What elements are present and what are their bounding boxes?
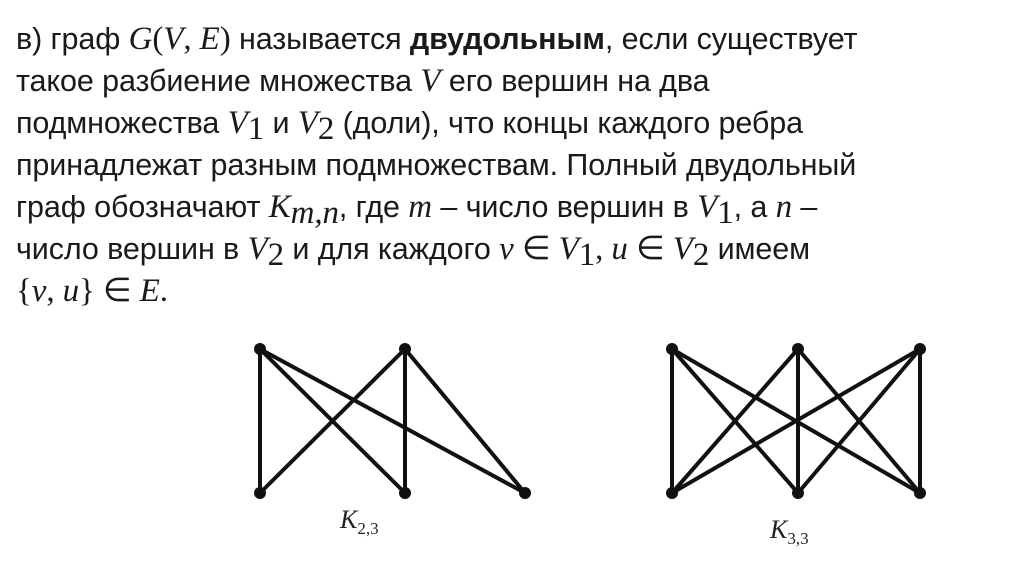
text-line-2: такое разбиение множества V его вершин на два [16,63,710,99]
graph-edge [260,349,525,493]
graph-edge [405,349,525,493]
text-line-4: принадлежат разным подмножествам. Полный двудольный [16,148,857,182]
bottom-vertex [519,487,531,499]
graph-label-subscript: 3,3 [787,529,809,548]
text-line-1: в) граф G(V, E) называется двудольным, если существует [16,21,858,57]
term-bipartite: двудольным [409,22,605,56]
math-G: G [128,21,153,57]
graph-K2-3 [254,343,531,538]
text-line-6: число вершин в $V_2$ и для каждого v ∈ $V_1$, u ∈ $V_2$ имеем [16,231,811,273]
top-vertex [666,343,678,355]
text-line-7: {v, u} ∈ E. [16,273,168,309]
top-vertex [399,343,411,355]
bottom-vertex [914,487,926,499]
graph-label: $K_{3,3}$ [770,515,809,548]
graph-label: $K_{2,3}$ [340,505,379,538]
top-vertex [914,343,926,355]
graph-K3-3 [666,343,926,548]
top-vertex [254,343,266,355]
bottom-vertex [666,487,678,499]
top-vertex [792,343,804,355]
text-line-5: граф обозначают $K_{m,n}$, где m – число вершин в $V_1$, а n – [16,189,818,231]
bottom-vertex [792,487,804,499]
text-line-3: подмножества $V_1$ и $V_2$ (доли), что концы каждого ребра [16,105,804,147]
graph-label-subscript: 2,3 [357,519,379,538]
bottom-vertex [254,487,266,499]
bottom-vertex [399,487,411,499]
